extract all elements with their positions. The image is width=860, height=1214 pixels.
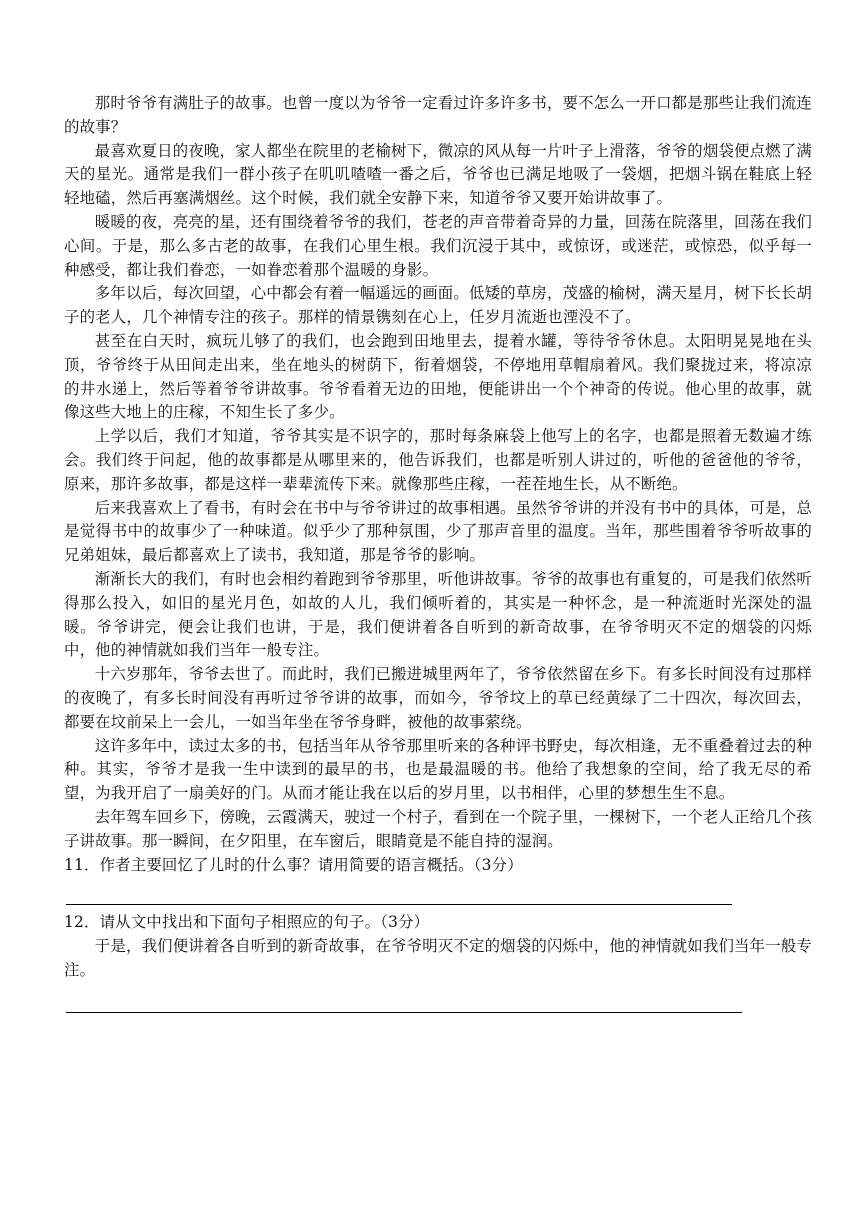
question-12-quote: 于是，我们便讲着各自听到的新奇故事，在爷爷明灭不定的烟袋的闪烁中，他的神情就如我们当年一般专注。 [64,937,812,979]
paragraph-8: 渐渐长大的我们，有时也会相约着跑到爷爷那里，听他讲故事。爷爷的故事也有重复的，可是我们依然听得那么投入，如旧的星光月色，如故的人儿，我们倾听着的，其实是一种怀念，是一种流逝时光深处的温暖。爷爷讲完，便会让我们也讲，于是，我们便讲着各自听到的新奇故事，在爷爷明灭不定的烟袋的闪烁中，他的神情就如我们当年一般专注。 [64,569,812,660]
paragraph-1: 那时爷爷有满肚子的故事。也曾一度以为爷爷一定看过许多许多书，要不怎么一开口都是那些让我们流连的故事？ [64,94,812,136]
paragraph-9: 十六岁那年，爷爷去世了。而此时，我们已搬进城里两年了，爷爷依然留在乡下。有多长时间没有过那样的夜晚了，有多长时间没有再听过爷爷讲的故事，而如今，爷爷坟上的草已经黄绿了二十四次，每次回去，都要在坟前呆上一会儿，一如当年坐在爷爷身畔，被他的故事萦绕。 [64,665,812,731]
paragraph-3: 暖暖的夜，亮亮的星，还有围绕着爷爷的我们，苍老的声音带着奇异的力量，回荡在院落里，回荡在我们心间。于是，那么多古老的故事，在我们心里生根。我们沉浸于其中，或惊讶，或迷茫，或惊恐，似乎每一种感受，都让我们眷恋，一如眷恋着那个温暖的身影。 [64,212,812,279]
paragraph-5: 甚至在白天时，疯玩儿够了的我们，也会跑到田地里去，提着水罐，等待爷爷休息。太阳明晃晃地在头顶，爷爷终于从田间走出来，坐在地头的树荫下，衔着烟袋，不停地用草帽扇着风。我们聚拢过来，将凉凉的井水递上，然后等着爷爷讲故事。爷爷看着无边的田地，便能讲出一个个神奇的传说。他心里的故事，就像这些大地上的庄稼，不知生长了多少。 [64,331,812,422]
paragraph-10: 这许多年中，读过太多的书，包括当年从爷爷那里听来的各种评书野史，每次相逢，无不重叠着过去的种种。其实，爷爷才是我一生中读到的最早的书，也是最温暖的书。他给了我想象的空间，给了我无尽的希望，为我开启了一扇美好的门。从而才能让我在以后的岁月里，以书相伴，心里的梦想生生不息。 [64,736,812,803]
paragraph-7: 后来我喜欢上了看书，有时会在书中与爷爷讲过的故事相遇。虽然爷爷讲的并没有书中的具体，可是，总是觉得书中的故事少了一种味道。似乎少了那种氛围，少了那声音里的温度。当年，那些围着爷爷听故事的兄弟姐妹，最后都喜欢上了读书，我知道，那是爷爷的影响。 [64,498,812,565]
paragraph-2: 最喜欢夏日的夜晚，家人都坐在院里的老榆树下，微凉的风从每一片叶子上滑落，爷爷的烟袋便点燃了满天的星光。通常是我们一群小孩子在叽叽喳喳一番之后，爷爷也已满足地吸了一袋烟，把烟斗锅在鞋底上轻轻地磕，然后再塞满烟丝。这个时候，我们就全安静下来，知道爷爷又要开始讲故事了。 [64,141,812,208]
paragraph-4: 多年以后，每次回望，心中都会有着一幅遥远的画面。低矮的草房，茂盛的榆树，满天星月，树下长长胡子的老人，几个神情专注的孩子。那样的情景镌刻在心上，任岁月流逝也湮没不了。 [64,284,812,327]
paragraph-6: 上学以后，我们才知道，爷爷其实是不识字的，那时每条麻袋上他写上的名字，也都是照着无数遍才练会。我们终于问起，他的故事都是从哪里来的，他告诉我们，也都是听别人讲过的，听他的爸爸他的爷爷，原来，那许多故事，都是这样一辈辈流传下来。就像那些庄稼，一茬茬地生长，从不断绝。 [64,427,812,493]
answer-line-12[interactable] [66,1012,742,1013]
paragraph-11: 去年驾车回乡下，傍晚，云霞满天，驶过一个村子，看到在一个院子里，一棵树下，一个老人正给几个孩子讲故事。那一瞬间，在夕阳里，在车窗后，眼睛竟是不能自持的湿润。 [64,807,812,850]
document-content [64,92,812,1013]
question-12: 12．请从文中找出和下面句子相照应的句子。（3分） [64,913,430,932]
question-11: 11．作者主要回忆了儿时的什么事？请用简要的语言概括。（3分） [64,855,523,874]
